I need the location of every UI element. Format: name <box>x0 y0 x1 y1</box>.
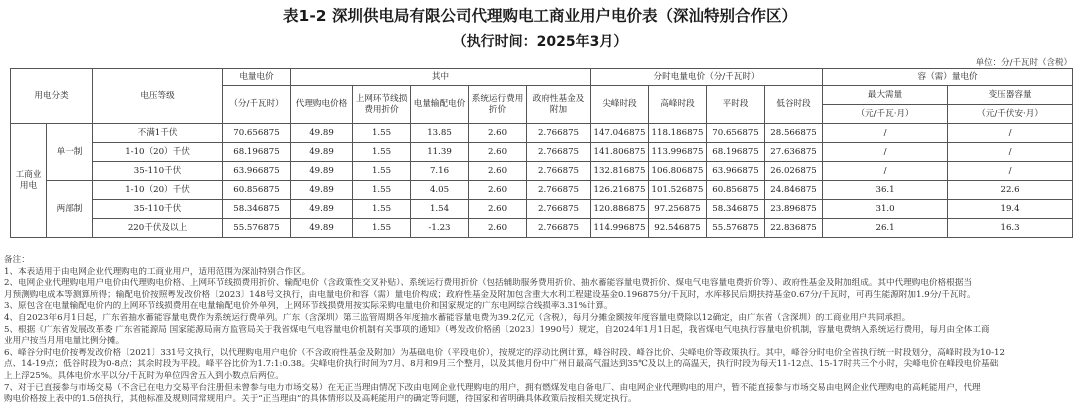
table-cell: 106.806875 <box>649 162 707 181</box>
table-cell: 36.1 <box>823 181 948 200</box>
table-cell: 2.766875 <box>527 181 591 200</box>
table-row <box>11 219 1073 238</box>
table-cell: 35-110千伏 <box>93 162 223 181</box>
note-line: 5、根据《广东省发展改革委 广东省能源局 国家能源局南方监管局关于我省煤电气电容量电价机制有关事项的通知》（粤发改价格函〔2023〕1990号）规定，自2024年1月1日起，我省煤电气电执行容量电价机制，容量电费纳入系统运行费用，每月由全体工商 <box>4 324 990 335</box>
table-row <box>11 181 1073 200</box>
table-cell: -1.23 <box>411 219 469 238</box>
table-cell: 70.656875 <box>223 124 291 143</box>
note-line: 购电价格按上表中的1.5倍执行，其他标准及规则同常规用户。关于“正当理由”的具体情形以及高耗能用户的确定等问题，待国家和省明确具体政策后按相关规定执行。 <box>4 394 637 405</box>
table-cell: 63.966875 <box>707 162 765 181</box>
table-cell: 11.39 <box>411 143 469 162</box>
table-cell: 55.576875 <box>707 219 765 238</box>
table-cell: / <box>948 143 1073 162</box>
table-cell: 26.026875 <box>765 162 823 181</box>
group-single-part: 单一制 <box>47 124 93 181</box>
table-cell: 1-10（20）千伏 <box>93 143 223 162</box>
note-line: 7、对于已直接参与市场交易（不含已在电力交易平台注册但未曾参与电力市场交易）在无正当理由情况下改由电网企业代理购电的用户，拥有燃煤发电自备电厂、由电网企业代理购电的用户，暂不能直接参与市场交易由电网企业代理购电的高耗能用户，代理 <box>4 382 981 393</box>
table-cell: 60.856875 <box>223 181 291 200</box>
table-cell: 2.766875 <box>527 200 591 219</box>
table-cell: 63.966875 <box>223 162 291 181</box>
table-cell: 49.89 <box>291 219 353 238</box>
table-cell: 不满1千伏 <box>93 124 223 143</box>
note-line: 2、电网企业代理购电用户电价由代理购电价格、上网环节线损费用折价、输配电价（含政策性交叉补贴）、系统运行费用折价（包括辅助服务费用折价、抽水蓄能容量电费折价、煤电气电容量电费折价等）、政府性基金及附加组成。其中代理购电价格根据当 <box>4 278 972 289</box>
group-commercial-industrial: 工商业用电 <box>11 124 47 238</box>
header-capacity-price: 容（需）量电价 <box>823 69 1073 86</box>
table-cell: 1.55 <box>353 143 411 162</box>
table-cell: 68.196875 <box>707 143 765 162</box>
table-cell: 2.60 <box>469 200 527 219</box>
header-flat: 平时段 <box>707 86 765 124</box>
table-cell: / <box>948 162 1073 181</box>
table-cell: 1.55 <box>353 124 411 143</box>
unit-label: 单位：分/千瓦时（含税） <box>975 58 1072 68</box>
table-cell: / <box>823 143 948 162</box>
table-cell: 49.89 <box>291 162 353 181</box>
header-proxy-price: 代理购电价格 <box>291 86 353 124</box>
header-energy-price: 电量电价 <box>223 69 291 86</box>
effective-date: （执行时间：2025年3月） <box>452 34 628 50</box>
table-cell: 1.55 <box>353 181 411 200</box>
header-transformer-capacity: 变压器容量 <box>948 86 1073 105</box>
header-max-demand: 最大需量 <box>823 86 948 105</box>
table-cell: 2.766875 <box>527 219 591 238</box>
header-user-class: 用电分类 <box>11 69 93 124</box>
table-cell: 19.4 <box>948 200 1073 219</box>
table-cell: 35-110千伏 <box>93 200 223 219</box>
group-two-part: 两部制 <box>47 181 93 238</box>
note-line: 6、峰谷分时电价按粤发改价格〔2021〕331号文执行，以代理购电用户电价（不含政府性基金及附加）为基础电价（平段电价），按规定的浮动比例计算，峰谷时段、峰谷比价、尖峰电价等政策执行。其中，峰谷分时电价全省执行统一时段划分，高峰时段为10-12 <box>4 347 1005 358</box>
table-cell: 49.89 <box>291 143 353 162</box>
table-cell: / <box>823 124 948 143</box>
table-cell: 23.896875 <box>765 200 823 219</box>
table-cell: 92.546875 <box>649 219 707 238</box>
table-cell: 27.636875 <box>765 143 823 162</box>
table-cell: 22.836875 <box>765 219 823 238</box>
notes-heading: 备注： <box>4 255 30 265</box>
table-cell: 4.05 <box>411 181 469 200</box>
table-cell: 118.186875 <box>649 124 707 143</box>
table-cell: 16.3 <box>948 219 1073 238</box>
table-row <box>11 143 1073 162</box>
table-cell: 1.55 <box>353 200 411 219</box>
header-grid-price: 电量输配电价 <box>411 86 469 124</box>
table-cell: 114.996875 <box>591 219 649 238</box>
table-cell: 113.996875 <box>649 143 707 162</box>
table-cell: 101.526875 <box>649 181 707 200</box>
table-cell: / <box>948 124 1073 143</box>
table-cell: 24.846875 <box>765 181 823 200</box>
table-cell: 70.656875 <box>707 124 765 143</box>
table-cell: 1.55 <box>353 219 411 238</box>
header-max-demand-unit: （元/千瓦·月） <box>823 105 948 124</box>
note-line: 月预测购电成本等测算所得；输配电价按照粤发改价格〔2023〕148号文执行，由电量电价和容（需）量电价构成；政府性基金及附加包含重大水利工程建设基金0.196875分/千瓦时，水库移民后期扶持基金0.67分/千瓦时，可再生能源附加1.9分/千瓦时。 <box>4 289 976 300</box>
note-line: 点、14-19点；低谷时段为0-8点；其余时段为平段。峰平谷比价为1.7:1:0.38。尖峰电价执行时间为7月、8月和9月三个整月，以及其他月份中广州日最高气温达到35℃及以上的高温天，执行时段为每天11-12点、15-17时共三个小时，尖峰电价在峰段电价基础 <box>4 359 999 370</box>
header-transmission-loss: 上网环节线损费用折价 <box>353 86 411 124</box>
table-cell: 2.766875 <box>527 143 591 162</box>
header-tou-price: 分时电量电价（分/千瓦时） <box>591 69 823 86</box>
table-cell: / <box>823 162 948 181</box>
table-cell: 22.6 <box>948 181 1073 200</box>
table-cell: 2.766875 <box>527 162 591 181</box>
table-cell: 13.85 <box>411 124 469 143</box>
header-system-fee: 系统运行费用折价 <box>469 86 527 124</box>
table-cell: 2.60 <box>469 181 527 200</box>
header-of-which: 其中 <box>291 69 591 86</box>
table-cell: 2.60 <box>469 219 527 238</box>
table-cell: 126.216875 <box>591 181 649 200</box>
table-title: 表1-2 深圳供电局有限公司代理购电工商业用户电价表（深汕特别合作区） <box>283 7 797 25</box>
table-cell: 2.60 <box>469 162 527 181</box>
table-cell: 1-10（20）千伏 <box>93 181 223 200</box>
table-cell: 2.60 <box>469 124 527 143</box>
header-peak: 尖峰时段 <box>591 86 649 124</box>
table-cell: 1.55 <box>353 162 411 181</box>
table-cell: 1.54 <box>411 200 469 219</box>
header-energy-price-unit: （分/千瓦时） <box>223 86 291 124</box>
note-line: 1、本表适用于由电网企业代理购电的工商业用户，适用范围为深汕特别合作区。 <box>4 266 311 277</box>
table-row <box>11 162 1073 181</box>
table-row <box>11 200 1073 219</box>
header-voltage: 电压等级 <box>93 69 223 124</box>
note-line: 业用户按当月用电量比例分摊。 <box>4 336 125 347</box>
note-line: 上上浮25%。具体电价水平以分/千瓦时为单位四舍五入到小数点后两位。 <box>4 370 284 381</box>
table-cell: 141.806875 <box>591 143 649 162</box>
table-cell: 220千伏及以上 <box>93 219 223 238</box>
table-cell: 97.256875 <box>649 200 707 219</box>
table-cell: 49.89 <box>291 181 353 200</box>
table-cell: 58.346875 <box>223 200 291 219</box>
table-cell: 49.89 <box>291 124 353 143</box>
header-gov-fund: 政府性基金及附加 <box>527 86 591 124</box>
table-cell: 60.856875 <box>707 181 765 200</box>
note-line: 4、自2023年6月1日起，广东省抽水蓄能容量电费作为系统运行费单列。广东（含深圳）第三监管周期各年度抽水蓄能容量电费为39.2亿元（含税），每月分摊金额按年度容量电费除以12确定，由广东省（含深圳）的工商业用户共同承担。 <box>4 312 911 323</box>
table-cell: 2.60 <box>469 143 527 162</box>
table-cell: 147.046875 <box>591 124 649 143</box>
table-cell: 2.766875 <box>527 124 591 143</box>
table-cell: 120.886875 <box>591 200 649 219</box>
note-line: 3、原包含在电量输配电价内的上网环节线损费用在电量输配电价外单列，上网环节线损费用按实际采购电量电价和国家规定的广东电网综合线损率3.31%计算。 <box>4 301 613 312</box>
price-table <box>10 68 1073 238</box>
header-valley: 低谷时段 <box>765 86 823 124</box>
table-cell: 31.0 <box>823 200 948 219</box>
table-row <box>11 124 1073 143</box>
table-cell: 28.566875 <box>765 124 823 143</box>
header-transformer-unit: （元/千伏安·月） <box>948 105 1073 124</box>
table-cell: 68.196875 <box>223 143 291 162</box>
table-cell: 7.16 <box>411 162 469 181</box>
notes <box>4 255 1076 406</box>
table-cell: 58.346875 <box>707 200 765 219</box>
table-cell: 49.89 <box>291 200 353 219</box>
table-cell: 26.1 <box>823 219 948 238</box>
table-cell: 132.816875 <box>591 162 649 181</box>
table-cell: 55.576875 <box>223 219 291 238</box>
header-high: 高峰时段 <box>649 86 707 124</box>
